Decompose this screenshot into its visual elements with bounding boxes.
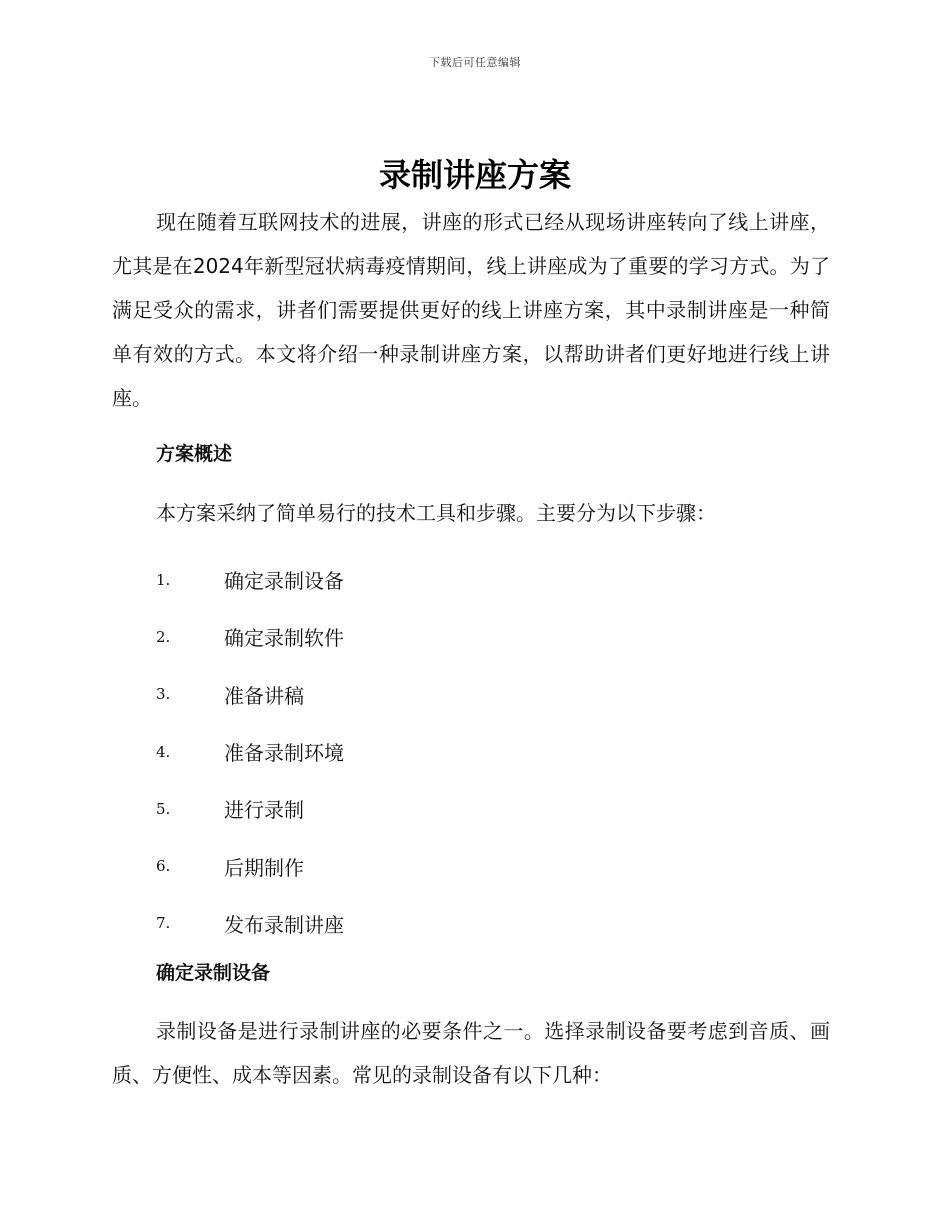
step-label: 准备讲稿 <box>224 683 304 708</box>
step-label: 确定录制设备 <box>224 569 344 594</box>
step-number: 3. <box>156 685 171 704</box>
devices-heading: 确定录制设备 <box>156 962 271 985</box>
step-label: 后期制作 <box>224 855 304 880</box>
overview-heading: 方案概述 <box>156 443 233 465</box>
step-label: 准备录制环境 <box>224 741 344 766</box>
step-number: 4. <box>156 742 171 761</box>
step-label: 进行录制 <box>224 798 304 823</box>
list-item <box>112 780 830 837</box>
list-item <box>112 837 830 894</box>
step-number: 2. <box>156 627 171 646</box>
list-item <box>112 723 830 780</box>
document-title: 录制讲座方案 <box>378 156 571 194</box>
step-number: 1. <box>156 570 171 589</box>
header-note: 下载后可任意编辑 <box>429 56 521 69</box>
step-number: 5. <box>156 799 171 818</box>
step-label: 发布录制讲座 <box>224 912 344 937</box>
step-number: 6. <box>156 857 171 876</box>
overview-paragraph: 本方案采纳了简单易行的技术工具和步骤。主要分为以下步骤： <box>156 501 716 525</box>
steps-list <box>112 551 830 952</box>
list-item <box>112 608 830 665</box>
step-number: 7. <box>156 914 171 933</box>
list-item <box>112 895 830 952</box>
step-label: 确定录制软件 <box>224 626 344 651</box>
intro-paragraph: 现在随着互联网技术的进展，讲座的形式已经从现场讲座转向了线上讲座，尤其是在2024年新型冠状病毒疫情期间，线上讲座成为了重要的学习方式。为了满足受众的需求，讲者们需要提供更好的线上讲座方案，其中录制讲座是一种简单有效的方式。本文将介绍一种录制讲座方案，以帮助讲者们更好地进行线上讲座。 <box>112 210 830 410</box>
document-body <box>112 200 830 1097</box>
list-item <box>112 551 830 608</box>
list-item <box>112 666 830 723</box>
devices-paragraph: 录制设备是进行录制讲座的必要条件之一。选择录制设备要考虑到音质、画质、方便性、成本等因素。常见的录制设备有以下几种： <box>112 1019 830 1088</box>
